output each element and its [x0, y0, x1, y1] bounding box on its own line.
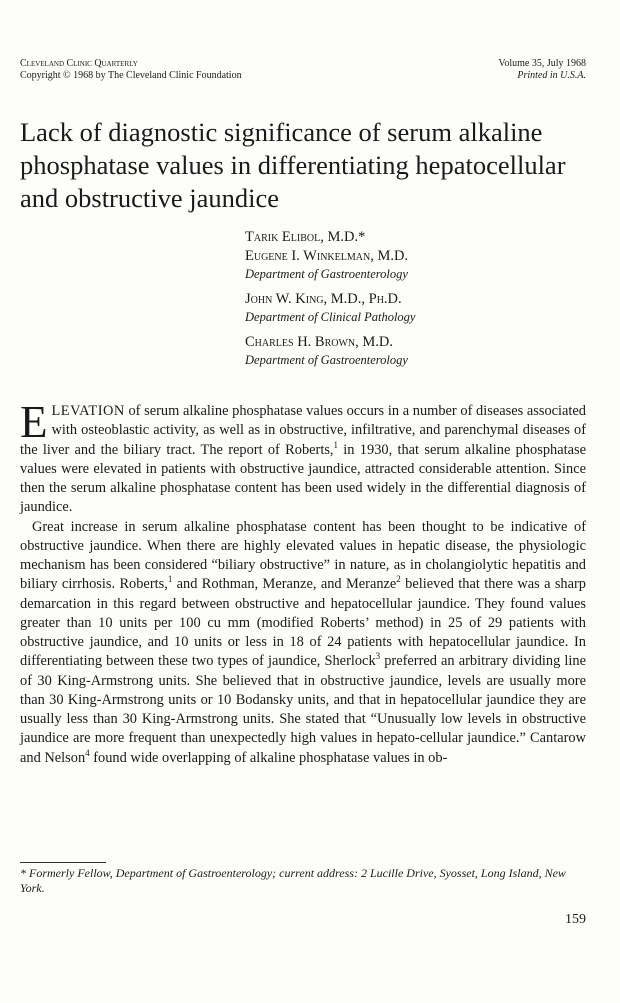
paragraph-text: Great increase in serum alkaline phosphatase content has been thought to be indicative of obstructive jaundice. When there are highly elevated values in hepatic disease, the physiologic mechanism has been considered “biliary obstructive” in nature, as in cholangiolytic hepatitis and biliary cirrhosis. Roberts, — [20, 518, 586, 593]
author-name: Charles H. Brown, M.D. — [245, 334, 393, 350]
author-name: Tarik Elibol, M.D.* — [245, 229, 366, 245]
header-right — [498, 58, 586, 82]
reference-marker: 4 — [85, 747, 90, 758]
reference-marker: 3 — [375, 651, 381, 662]
article-body — [20, 397, 586, 768]
author-department: Department of Clinical Pathology — [245, 310, 416, 324]
paragraph-text: believed that there was a sharp demarcation in this regard between obstructive and hepatocellular jaundice. They found values greater than 10 units per 100 cu mm (modified Roberts’ method) in 25 of 29 patients with obstructive jaundice, and 10 units or less in 18 of 24 patients with hepatocellular jaundice. In differentiating between these two types of jaundice, Sherlock — [20, 576, 586, 670]
paragraph-1 — [20, 397, 586, 518]
journal-name: Cleveland Clinic Quarterly — [20, 58, 138, 69]
page-number: 159 — [565, 912, 586, 927]
author-department: Department of Gastroenterology — [245, 267, 408, 281]
first-word: LEVATION — [51, 403, 125, 419]
reference-marker: 1 — [167, 574, 173, 585]
author-department: Department of Gastroenterology — [245, 353, 408, 367]
header-left — [20, 58, 242, 82]
drop-cap: E — [20, 397, 48, 447]
reference-marker: 1 — [333, 439, 339, 450]
paragraph-text: found wide overlapping of alkaline phosphatase values in ob- — [89, 749, 448, 766]
paragraph-text: and Rothman, Meranze, and Meranze — [172, 576, 397, 593]
paragraph-2 — [20, 518, 586, 768]
volume-line: Volume 35, July 1968 — [498, 58, 586, 69]
author-name: Eugene I. Winkelman, M.D. — [245, 248, 409, 264]
printed-line: Printed in U.S.A. — [517, 70, 586, 81]
copyright-line: Copyright © 1968 by The Cleveland Clinic Foundation — [20, 70, 242, 81]
footnote: * Formerly Fellow, Department of Gastroenterology; current address: 2 Lucille Drive, Syosset, Long Island, New York. — [20, 866, 566, 895]
paragraph-text: in 1930, that serum alkaline phosphatase values were elevated in patients with obstructive jaundice, attracted considerable attention. Since then the serum alkaline phosphatase content has been used widely in the differential diagnosis of jaundice. — [20, 441, 586, 516]
footnote-rule — [20, 862, 106, 863]
article-title: Lack of diagnostic significance of serum alkaline phosphatase values in differentiating hepatocellular and obstructive jaundice — [20, 117, 566, 213]
paragraph-text: preferred an arbitrary dividing line of 30 King-Armstrong units. She believed that in obstructive jaundice, levels are usually more than 30 King-Armstrong units or 10 Bodansky units, and that in hepatocellular jaundice they are usually less than 30 King-Armstrong units. She stated that “Unusually low levels in obstructive jaundice are more frequent than unexpectedly high values in hepato-cellular jaundice.” Cantarow and Nelson — [20, 653, 586, 766]
author-block — [245, 228, 415, 376]
reference-marker: 2 — [396, 574, 401, 585]
paragraph-text: of serum alkaline phosphatase values occurs in a number of diseases associated with osteoblastic activity, as well as in obstructive, infiltrative, and parenchymal diseases of the liver and the biliary tract. The report of Roberts, — [20, 403, 586, 458]
author-name: John W. King, M.D., Ph.D. — [245, 291, 402, 307]
